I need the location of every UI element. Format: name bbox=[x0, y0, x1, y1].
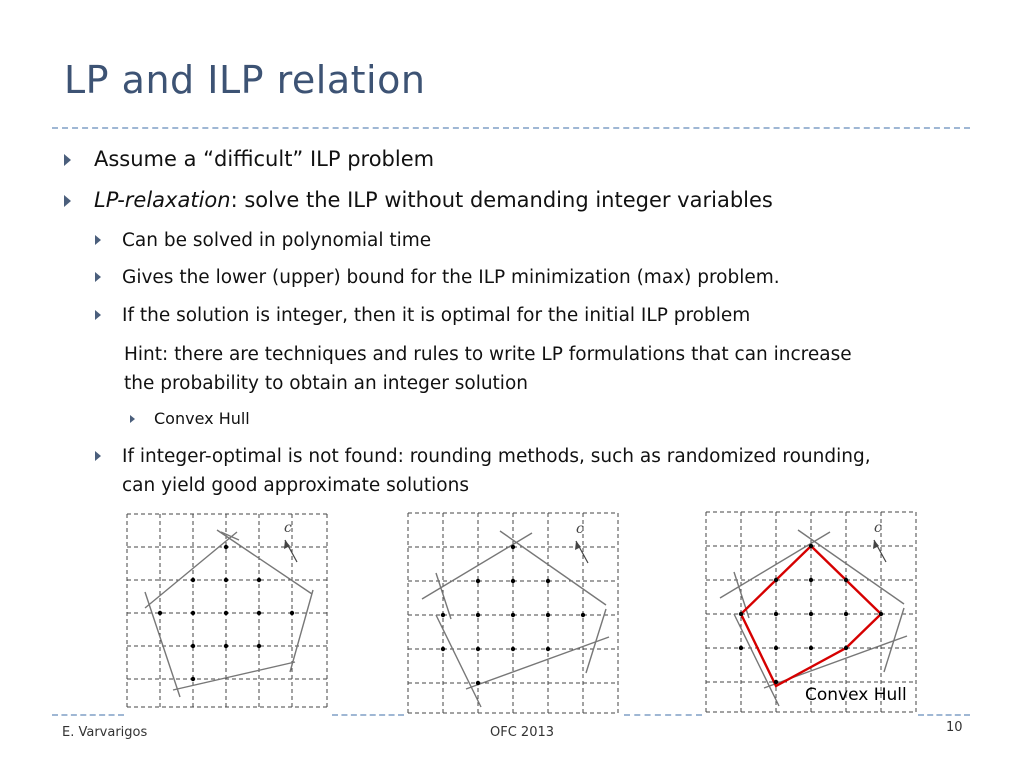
bullet-assume-difficult bbox=[64, 146, 434, 172]
bullet-arrow-icon bbox=[95, 272, 101, 282]
formulation-edges bbox=[422, 531, 609, 707]
bullet-text: Gives the lower (upper) bound for the ILP minimization (max) problem. bbox=[122, 267, 780, 288]
convex-hull-figure bbox=[704, 510, 918, 714]
bullet-lower-upper-bound bbox=[95, 263, 780, 292]
bullet-arrow-icon bbox=[130, 415, 135, 423]
footer-conference: OFC 2013 bbox=[490, 725, 555, 740]
tighter-formulation-figure bbox=[406, 511, 622, 715]
hint-paragraph bbox=[124, 340, 852, 398]
hint-line-2: the probability to obtain an integer solution bbox=[124, 373, 528, 394]
rounding-line-2: can yield good approximate solutions bbox=[122, 475, 469, 496]
convex-hull-caption: Convex Hull bbox=[805, 685, 907, 705]
bullet-arrow-icon bbox=[95, 310, 101, 320]
tighter-formulation-diagram bbox=[406, 511, 622, 715]
lp-polytope-figure bbox=[125, 512, 330, 710]
bullet-text: Convex Hull bbox=[154, 409, 250, 428]
objective-arrow-icon bbox=[575, 541, 588, 563]
footer-author: E. Varvarigos bbox=[62, 725, 148, 740]
footer-divider bbox=[624, 714, 702, 716]
objective-label: c bbox=[576, 521, 584, 537]
bullet-text bbox=[94, 187, 773, 213]
bullet-arrow-icon bbox=[95, 451, 101, 461]
hint-line-1: Hint: there are techniques and rules to write LP formulations that can increase bbox=[124, 344, 852, 365]
objective-label: c bbox=[874, 520, 882, 536]
footer-divider bbox=[52, 714, 124, 716]
title-divider bbox=[52, 127, 970, 129]
lp-polytope-diagram bbox=[125, 512, 330, 710]
convex-hull-diagram bbox=[704, 510, 918, 714]
bullet-text: Assume a “difficult” ILP problem bbox=[94, 147, 435, 171]
objective-label: c bbox=[284, 520, 292, 536]
rounding-line-1: If integer-optimal is not found: rounding methods, such as randomized rounding, bbox=[122, 446, 871, 467]
bullet-lp-relaxation bbox=[64, 187, 773, 213]
bullet-convex-hull bbox=[130, 409, 250, 429]
bullet-integer-optimal bbox=[95, 301, 750, 330]
objective-arrow-icon bbox=[284, 540, 297, 562]
page-number: 10 bbox=[946, 720, 963, 735]
bullet-text bbox=[122, 442, 871, 500]
formulation-edges bbox=[720, 530, 907, 706]
footer-divider bbox=[332, 714, 404, 716]
footer-divider bbox=[918, 714, 970, 716]
lp-relaxation-term: LP-relaxation bbox=[94, 188, 231, 212]
bullet-text: Can be solved in polynomial time bbox=[122, 230, 432, 251]
bullet-rounding-methods bbox=[95, 442, 871, 500]
bullet-text: If the solution is integer, then it is optimal for the initial ILP problem bbox=[122, 305, 751, 326]
bullet-polynomial-time bbox=[95, 226, 431, 255]
bullet-arrow-icon bbox=[95, 235, 101, 245]
lp-relaxation-description: : solve the ILP without demanding integer variables bbox=[230, 188, 773, 212]
slide-title: LP and ILP relation bbox=[64, 58, 426, 102]
bullet-arrow-icon bbox=[64, 154, 71, 166]
objective-arrow-icon bbox=[873, 540, 886, 562]
bullet-arrow-icon bbox=[64, 195, 71, 207]
